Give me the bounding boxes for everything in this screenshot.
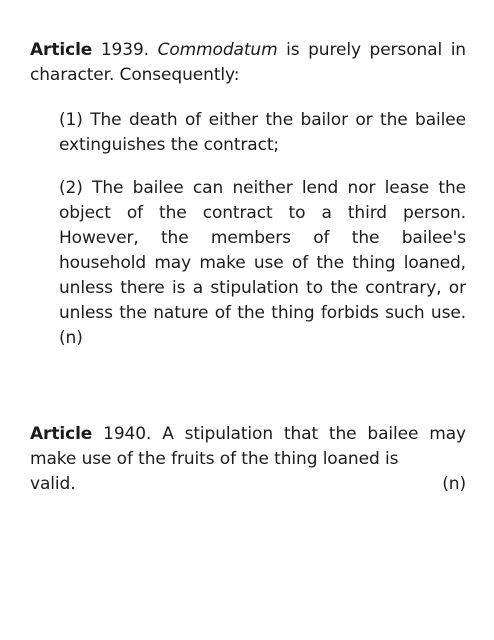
article-1940-last-line (30, 472, 466, 497)
article-number: 1940. (103, 424, 152, 444)
article-label: Article (30, 424, 93, 444)
article-note: (n) (442, 474, 466, 494)
article-1939-item-2: (2) The bailee can neither lend nor lease the object of the contract to a third person. However, the members of the bailee's household may make use of the thing loaned, unless there is a stipulation to the contrary, or unless the nature of the thing forbids such use. (n) (59, 178, 466, 348)
article-1940-body (30, 422, 466, 472)
article-1939-item-1: (1) The death of either the bailor or the bailee extinguishes the contract; (59, 110, 466, 155)
article-1939-paragraph (30, 38, 466, 88)
article-last-word: valid. (30, 474, 76, 494)
article-number: 1939. (100, 40, 149, 60)
article-text: A stipulation that the bailee may make use of the fruits of the thing loaned is (30, 424, 466, 469)
article-label: Article (30, 40, 93, 60)
article-1940-paragraph (30, 422, 466, 497)
article-text: is purely personal in character. Consequently: (30, 40, 466, 85)
article-term: Commodatum (157, 40, 278, 60)
